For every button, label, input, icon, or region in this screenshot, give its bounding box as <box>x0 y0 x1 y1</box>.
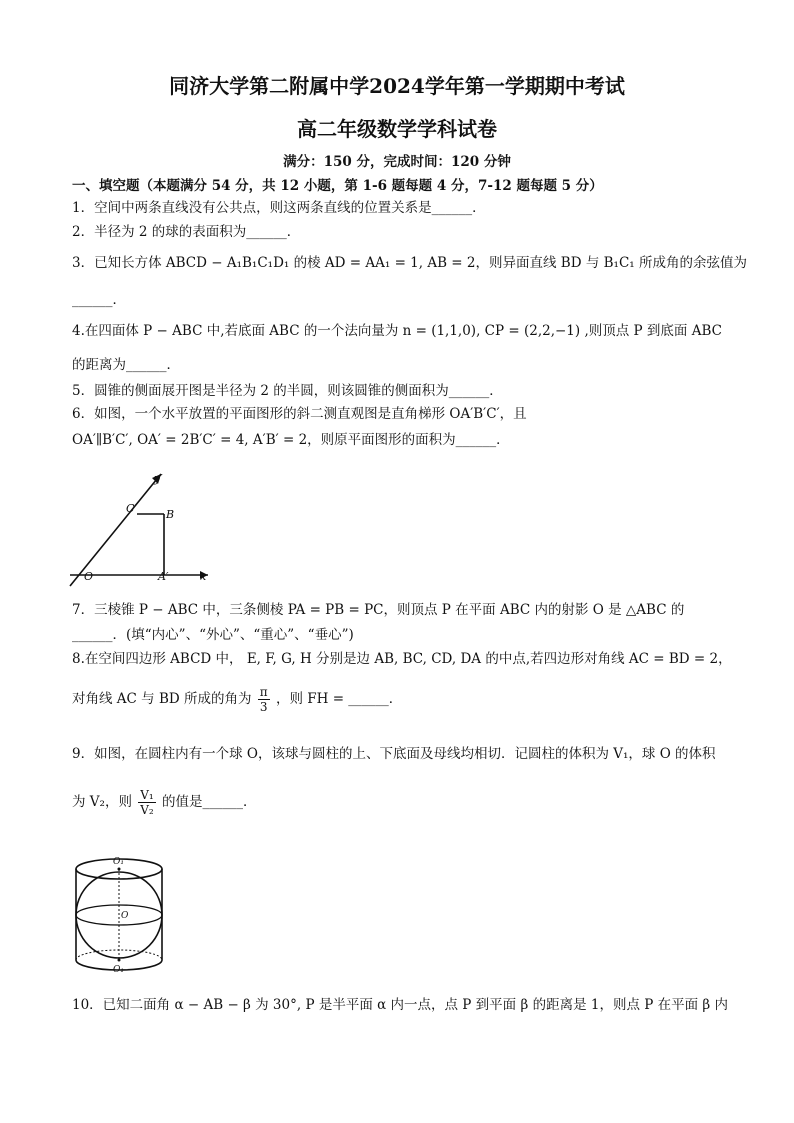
fraction-v1-over-v2 <box>138 788 155 817</box>
question-8-line2 <box>72 685 402 714</box>
fraction-denominator: V₂ <box>140 803 154 817</box>
fraction-numerator: π <box>259 685 268 699</box>
question-7-line2: ______．(填“内心”、“外心”、“重心”、“垂心”) <box>72 627 354 643</box>
label-o: O <box>121 911 129 921</box>
label-o1-top: O₁ <box>113 857 124 867</box>
question-3-line2: ______． <box>72 292 126 308</box>
label-a: A′ <box>158 570 169 583</box>
label-c: C′ <box>126 502 137 515</box>
label-y: y′ <box>154 472 163 485</box>
fraction-numerator: V₁ <box>140 788 154 802</box>
question-6-line1: 6．如图，一个水平放置的平面图形的斜二测直观图是直角梯形 OA′B′C′，且 <box>72 406 527 422</box>
cylinder-sphere-figure <box>72 850 166 976</box>
exam-title: 同济大学第二附属中学2024学年第一学期期中考试 <box>169 74 625 98</box>
question-4-line1: 4.在四面体 P − ABC 中,若底面 ABC 的一个法向量为 n = (1,1,0), CP = (2,2,−1) ,则顶点 P 到底面 ABC <box>72 323 722 339</box>
bottom-center-dot <box>118 959 121 962</box>
question-5: 5．圆锥的侧面展开图是半径为 2 的半圆，则该圆锥的侧面积为______． <box>72 383 503 399</box>
question-8-line1: 8.在空间四边形 ABCD 中， E, F, G, H 分别是边 AB, BC, CD, DA 的中点,若四边形对角线 AC = BD = 2， <box>72 651 732 667</box>
question-9-text-post: 的值是______． <box>162 794 257 810</box>
label-x: x <box>200 570 207 583</box>
label-o1-bottom: O₁ <box>113 965 124 975</box>
fraction-pi-over-3 <box>258 685 270 714</box>
question-1: 1．空间中两条直线没有公共点，则这两条直线的位置关系是______． <box>72 200 486 216</box>
question-4-line2: 的距离为______． <box>72 357 180 373</box>
section-heading: 一、填空题（本题满分 54 分，共 12 小题，第 1-6 题每题 4 分，7-12 题每题 5 分） <box>72 178 603 194</box>
question-9-line1: 9．如图，在圆柱内有一个球 O，该球与圆柱的上、下底面及母线均相切．记圆柱的体积为 V₁，球 O 的体积 <box>72 746 716 762</box>
label-o: O <box>84 570 94 583</box>
question-10: 10．已知二面角 α − AB − β 为 30°, P 是半平面 α 内一点，点 P 到平面 β 的距离是 1，则点 P 在平面 β 内 <box>72 997 729 1013</box>
question-8-text-post: ，则 FH = ______． <box>275 691 403 707</box>
question-3-line1: 3．已知长方体 ABCD − A₁B₁C₁D₁ 的棱 AD = AA₁ = 1, AB = 2，则异面直线 BD 与 B₁C₁ 所成角的余弦值为 <box>72 255 747 271</box>
label-b: B <box>166 508 175 521</box>
exam-subtitle: 高二年级数学学科试卷 <box>297 117 497 141</box>
question-9-line2 <box>72 788 257 817</box>
question-7-line1: 7．三棱锥 P − ABC 中，三条侧棱 PA = PB = PC，则顶点 P 在平面 ABC 内的射影 O 是 △ABC 的 <box>72 602 685 618</box>
top-center-dot <box>118 868 121 871</box>
score-line: 满分：150 分，完成时间：120 分钟 <box>283 154 511 170</box>
trapezoid-figure <box>68 468 218 588</box>
question-2: 2．半径为 2 的球的表面积为______． <box>72 224 301 240</box>
question-9-text-pre: 为 V₂，则 <box>72 794 132 810</box>
fraction-denominator: 3 <box>259 700 268 714</box>
question-8-text-pre: 对角线 AC 与 BD 所成的角为 <box>72 691 252 707</box>
question-6-line2: OA′∥B′C′, OA′ = 2B′C′ = 4, A′B′ = 2，则原平面图形的面积为______． <box>72 432 510 448</box>
